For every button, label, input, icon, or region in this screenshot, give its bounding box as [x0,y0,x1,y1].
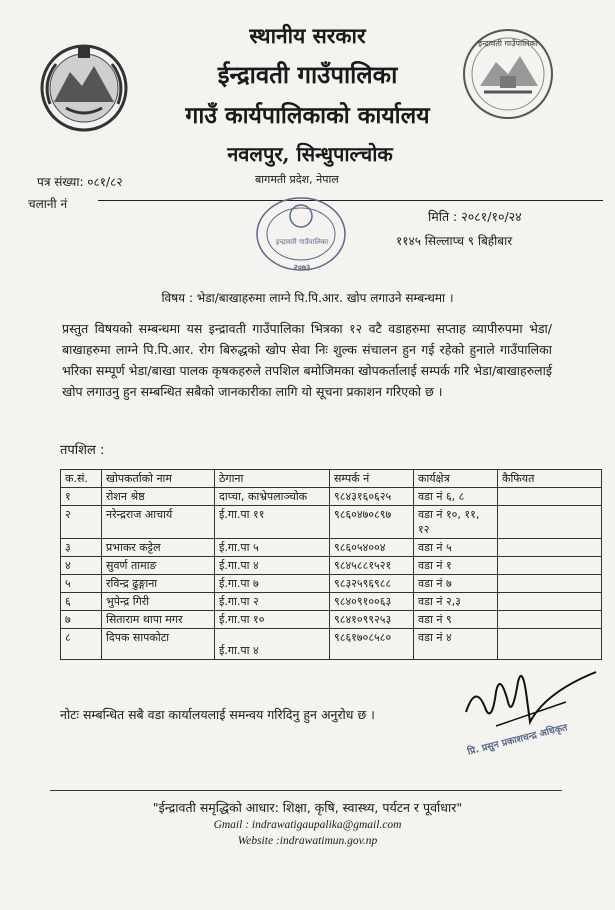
table-cell [498,593,602,611]
table-cell: ई.गा.पा १० [215,611,330,629]
table-cell: ई.गा.पा ४ [215,557,330,575]
table-row [61,593,602,611]
table-cell: ई.गा.पा ४ [215,629,330,660]
table-cell: वडा नं ७ [414,575,498,593]
table-cell [498,539,602,557]
table-row [61,557,602,575]
municipality-logo-text: इन्द्रावती गाउँपालिका [478,39,538,48]
table-cell: वडा नं ६, ८ [414,488,498,506]
signature-stamp: प्रि. प्रसुन प्रकाशचन्द्र अधिकृत [466,722,569,758]
table-cell: ९८६०५४००४ [330,539,414,557]
table-row [61,506,602,539]
header-office-name: गाउँ कार्यपालिकाको कार्यालय [185,102,430,129]
col-remarks: कैफियत [498,470,602,488]
province-name: बागमती प्रदेश, नेपाल [255,173,339,186]
header-municipality-name: ईन्द्रावती गाउँपालिका [217,60,398,89]
table-cell: प्रभाकर कट्टेल [102,539,215,557]
table-cell [498,575,602,593]
table-cell: ई.गा.पा ७ [215,575,330,593]
header-divider [98,200,603,201]
subject-line: विषय : भेडा/बाखाहरुमा लाग्ने पि.पि.आर. खोप लगाउने सम्बन्धमा । [161,291,454,305]
col-address: ठेगाना [215,470,330,488]
table-cell [498,557,602,575]
note-line: नोटः सम्बन्धित सबै वडा कार्यालयलाई समन्वय गरिदिनु हुन अनुरोध छ । [60,707,375,722]
table-cell: भुपेन्द्र गिरी [102,593,215,611]
table-cell [498,611,602,629]
header-local-government: स्थानीय सरकार [249,23,366,48]
footer-email: Gmail : indrawatigaupalika@gmail.com [213,819,402,831]
col-sn: क.सं. [61,470,102,488]
table-cell: ९८३२५९६९८८ [330,575,414,593]
table-cell: ९८६०४७०८९७ [330,506,414,539]
table-cell: वडा नं २,३ [414,593,498,611]
table-cell: वडा नं १०, ११, १२ [414,506,498,539]
table-cell: वडा नं ५ [414,539,498,557]
table-cell: ९८४१०९९२५३ [330,611,414,629]
table-cell: नरेन्द्रराज आचार्य [102,506,215,539]
header-address: नवलपुर, सिन्धुपाल्चोक [227,142,393,166]
table-cell: ९८४३१६०६२५ [330,488,414,506]
footer-divider [50,790,562,791]
date-line: मिति : २०८१/१०/२४ [428,209,522,224]
stamp-year: २०७३ [293,263,311,272]
table-cell: ई.गा.पा ११ [215,506,330,539]
table-cell: दिपक सापकोटा [102,629,215,660]
table-cell: ७ [61,611,102,629]
col-name: खोपकर्ताको नाम [102,470,215,488]
table-cell: सिताराम थापा मगर [102,611,215,629]
table-cell: ८ [61,629,102,660]
table-cell: ६ [61,593,102,611]
table-row [61,488,602,506]
table-cell: १ [61,488,102,506]
dispatch-number: चलानी नं [28,197,68,211]
table-cell [498,629,602,660]
table-cell: सुवर्ण तामाङ [102,557,215,575]
vaccinator-table [60,469,602,660]
table-cell: ३ [61,539,102,557]
table-row [61,539,602,557]
table-cell: ५ [61,575,102,593]
table-header-row [61,470,602,488]
col-work-area: कार्यक्षेत्र [414,470,498,488]
table-cell: वडा नं ४ [414,629,498,660]
table-cell: वडा नं ९ [414,611,498,629]
table-cell: रोशन श्रेष्ठ [102,488,215,506]
table-cell: ९८४०९१००६३ [330,593,414,611]
day-line: ११४५ सिल्लाप्च ९ बिहीबार [396,234,513,248]
table-cell: ई.गा.पा २ [215,593,330,611]
table-cell: ९८४५८८१५२१ [330,557,414,575]
table-cell: वडा नं १ [414,557,498,575]
letter-number: पत्र संख्या: ०८१/८२ [37,175,123,189]
table-cell: ई.गा.पा ५ [215,539,330,557]
table-cell [498,488,602,506]
col-contact: सम्पर्क नं [330,470,414,488]
table-cell: २ [61,506,102,539]
table-row [61,575,602,593]
table-row [61,611,602,629]
body-paragraph: प्रस्तुत विषयको सम्बन्धमा यस इन्द्रावती गाउँपालिका भित्रका १२ वटै वडाहरुमा सप्ताह व्यापीरुपमा भेडा/बाखाहरुमा लाग्ने पि.पि.आर. रोग बिरुद्धको खोप सेवा निः शुल्क संचालन हुन गई रहेको हुनाले गाउँपालिका भरिका सम्पूर्ण भेडा/बाखा पालक कृषकहरुले तपशिल बमोजिमका खोपकर्तालाई सम्पर्क गरि भेडा/बाखाहरुलाई खोप लगाउनु हुन सम्बन्धित सबैको जानकारीका लागि यो सूचना प्रकाशन गरिएको छ । [62,321,552,399]
table-row [61,629,602,660]
table-cell: ४ [61,557,102,575]
details-label: तपशिल : [60,443,105,458]
table-cell: रविन्द्र ढुङ्गाना [102,575,215,593]
stamp-text: इन्द्रावती गाउँपालिका [275,238,329,246]
footer-website: Website :indrawatimun.gov.np [237,835,378,847]
table-cell: दाप्चा, काभ्रेपलाञ्चोक [215,488,330,506]
footer-slogan: "ईन्द्रावती समृद्धिको आधार: शिक्षा, कृषि, स्वास्थ्य, पर्यटन र पूर्वाधार" [152,800,463,815]
table-cell: ९८६१७०८५८० [330,629,414,660]
table-cell [498,506,602,539]
